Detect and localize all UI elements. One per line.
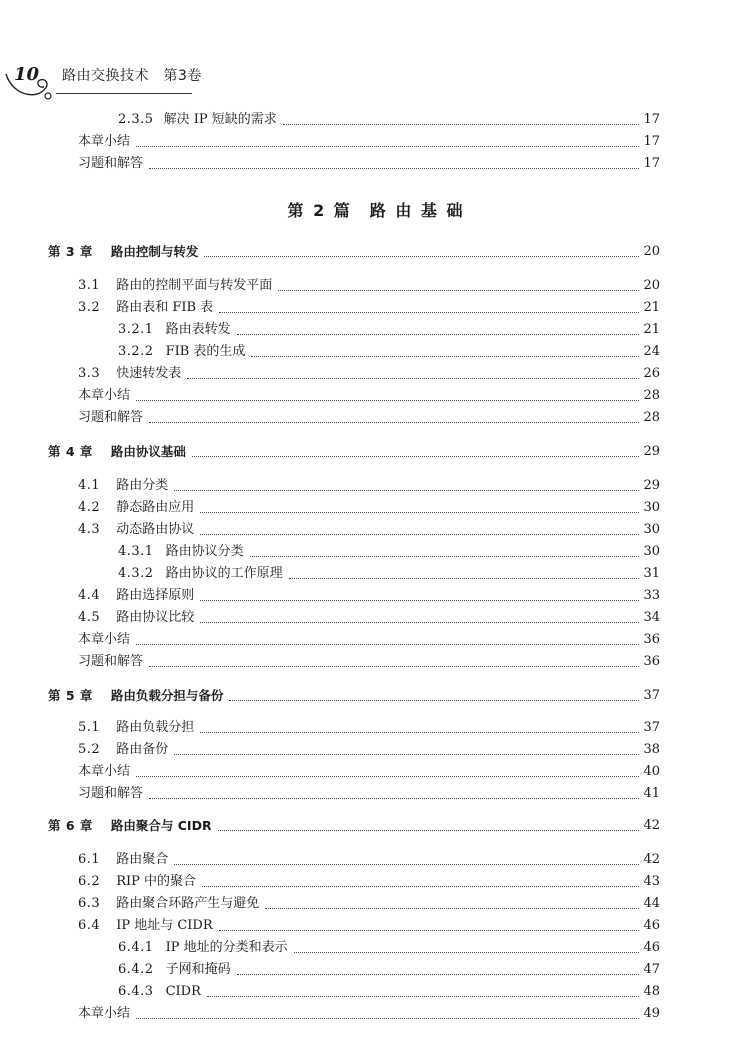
toc-entry-page: 31 — [643, 566, 660, 581]
toc-entry-number: 6.3 — [78, 896, 101, 911]
toc-entry[interactable] — [78, 276, 660, 296]
toc-entry-page: 17 — [643, 134, 660, 149]
leader-dots — [202, 885, 639, 887]
toc-entry-page: 49 — [643, 1006, 660, 1021]
toc-entry-page: 20 — [643, 244, 660, 259]
leader-dots — [219, 929, 640, 931]
toc-entry-title: 路由选择原则 — [116, 588, 195, 603]
toc-entry-number: 4.3 — [78, 522, 101, 537]
toc-entry[interactable] — [78, 916, 660, 936]
toc-entry-page: 29 — [643, 444, 660, 459]
toc-entry-title: 路由协议分类 — [165, 544, 244, 559]
toc-entry-number: 3.2.1 — [118, 322, 154, 337]
toc-entry[interactable] — [118, 320, 660, 340]
toc-entry-page: 33 — [643, 588, 660, 603]
toc-entry[interactable] — [78, 872, 660, 892]
toc-entry[interactable] — [118, 564, 660, 584]
toc-chapter[interactable] — [48, 816, 660, 836]
toc-chapter-number: 第 4 章 — [48, 444, 93, 459]
leader-dots — [174, 753, 639, 755]
toc-entry[interactable] — [78, 586, 660, 606]
leader-dots — [149, 665, 639, 667]
toc-entry-number: 3.2.2 — [118, 344, 154, 359]
toc-entry-number: 4.4 — [78, 588, 101, 603]
leader-dots — [207, 995, 640, 997]
toc-entry-page: 21 — [643, 322, 660, 337]
toc-entry-title: 路由聚合 — [116, 852, 169, 867]
toc-entry[interactable] — [78, 894, 660, 914]
toc-entry-title: 快速转发表 — [116, 366, 182, 381]
toc-chapter-number: 第 5 章 — [48, 688, 93, 703]
leader-dots — [200, 621, 639, 623]
toc-entry-title: RIP 中的聚合 — [116, 874, 196, 889]
toc-entry-number: 6.1 — [78, 852, 101, 867]
toc-entry-number: 4.3.1 — [118, 544, 154, 559]
toc-entry-page: 30 — [643, 522, 660, 537]
toc-entry-number: 3.1 — [78, 278, 101, 293]
toc-entry-page: 37 — [643, 688, 660, 703]
toc-entry-page: 36 — [643, 654, 660, 669]
leader-dots — [237, 973, 640, 975]
leader-dots — [251, 355, 639, 357]
toc-entry-page: 26 — [643, 366, 660, 381]
toc-entry-title: 路由表和 FIB 表 — [116, 300, 214, 315]
toc-entry-number: 3.3 — [78, 366, 101, 381]
toc-entry[interactable] — [78, 386, 660, 406]
toc-chapter-number: 第 6 章 — [48, 818, 93, 833]
toc-entry-number: 3.2 — [78, 300, 101, 315]
toc-chapter[interactable] — [48, 686, 660, 706]
toc-entry-page: 17 — [643, 112, 660, 127]
page-number: 10 — [14, 64, 40, 85]
leader-dots — [136, 643, 639, 645]
toc-entry-title: 习题和解答 — [78, 654, 144, 669]
part-title: 第 2 篇 路 由 基 础 — [287, 201, 465, 220]
leader-dots — [136, 399, 639, 401]
toc-chapter-title: 路由协议基础 — [110, 444, 186, 459]
toc-entry-page: 29 — [643, 478, 660, 493]
toc-entry[interactable] — [78, 652, 660, 672]
toc-entry-number: 4.3.2 — [118, 566, 154, 581]
toc-entry[interactable] — [78, 630, 660, 650]
toc-entry[interactable] — [118, 960, 660, 980]
toc-entry[interactable] — [78, 132, 660, 152]
toc-entry-number: 6.4.3 — [118, 984, 154, 999]
toc-entry-title: IP 地址与 CIDR — [116, 918, 213, 933]
toc-entry-page: 44 — [643, 896, 660, 911]
leader-dots — [192, 455, 640, 457]
book-title: 路由交换技术 第3卷 — [62, 68, 202, 84]
toc-entry-page: 40 — [643, 764, 660, 779]
toc-entry[interactable] — [118, 542, 660, 562]
toc-entry-page: 47 — [643, 962, 660, 977]
toc-entry-title: 本章小结 — [78, 388, 131, 403]
toc-chapter-title: 路由聚合与 CIDR — [110, 818, 212, 833]
toc-entry-title: 动态路由协议 — [116, 522, 195, 537]
toc-entry-page: 34 — [643, 610, 660, 625]
toc-entry-title: 路由协议比较 — [116, 610, 195, 625]
toc-entry-title: 路由备份 — [116, 742, 169, 757]
toc-chapter[interactable] — [48, 242, 660, 262]
toc-entry-page: 48 — [643, 984, 660, 999]
toc-entry-page: 46 — [643, 918, 660, 933]
page-header — [0, 50, 752, 110]
leader-dots — [294, 951, 640, 953]
toc-entry[interactable] — [78, 364, 660, 384]
toc-entry-title: 本章小结 — [78, 1006, 131, 1021]
toc-chapter[interactable] — [48, 442, 660, 462]
toc-entry-title: 路由表转发 — [165, 322, 231, 337]
toc-entry-number: 4.2 — [78, 500, 101, 515]
toc-entry-number: 6.4 — [78, 918, 101, 933]
toc-entry-title: 本章小结 — [78, 134, 131, 149]
toc-entry-page: 17 — [643, 156, 660, 171]
toc-entry[interactable] — [78, 298, 660, 318]
leader-dots — [149, 421, 639, 423]
toc-entry-number: 4.5 — [78, 610, 101, 625]
leader-dots — [219, 311, 639, 313]
header-rule — [56, 93, 192, 94]
toc-chapter-title: 路由控制与转发 — [110, 244, 199, 259]
toc-entry-page: 46 — [643, 940, 660, 955]
leader-dots — [200, 511, 639, 513]
leader-dots — [283, 123, 640, 125]
toc-entry-title: 静态路由应用 — [116, 500, 195, 515]
leader-dots — [278, 289, 639, 291]
leader-dots — [289, 577, 640, 579]
toc-entry-page: 24 — [643, 344, 660, 359]
toc-entry-page: 21 — [643, 300, 660, 315]
leader-dots — [250, 555, 640, 557]
toc-entry-title: 路由的控制平面与转发平面 — [116, 278, 273, 293]
leader-dots — [229, 699, 639, 701]
leader-dots — [174, 863, 639, 865]
leader-dots — [136, 775, 639, 777]
toc-entry-number: 5.2 — [78, 742, 101, 757]
toc-entry[interactable] — [78, 476, 660, 496]
toc-entry[interactable] — [78, 608, 660, 628]
toc-entry-page: 42 — [643, 818, 660, 833]
toc-entry[interactable] — [78, 408, 660, 428]
leader-dots — [218, 829, 640, 831]
leader-dots — [200, 599, 639, 601]
toc-entry-title: 子网和掩码 — [165, 962, 231, 977]
toc-entry-title: 习题和解答 — [78, 410, 144, 425]
toc-entry-title: 路由协议的工作原理 — [165, 566, 283, 581]
toc-entry-number: 6.4.1 — [118, 940, 154, 955]
toc-entry-title: 本章小结 — [78, 764, 131, 779]
toc-entry-title: 本章小结 — [78, 632, 131, 647]
toc-entry[interactable] — [78, 740, 660, 760]
leader-dots — [136, 1017, 639, 1019]
toc-entry-title: 解决 IP 短缺的需求 — [163, 112, 277, 127]
toc-entry-page: 41 — [643, 786, 660, 801]
toc-entry-title: IP 地址的分类和表示 — [165, 940, 288, 955]
toc-entry[interactable] — [78, 762, 660, 782]
toc-entry-title: 路由分类 — [116, 478, 169, 493]
toc-entry[interactable] — [78, 1004, 660, 1024]
toc-entry[interactable] — [78, 718, 660, 738]
leader-dots — [149, 797, 639, 799]
toc-entry[interactable] — [78, 154, 660, 174]
toc-entry[interactable] — [78, 784, 660, 804]
toc-entry[interactable] — [118, 110, 660, 130]
toc-entry[interactable] — [78, 850, 660, 870]
toc-entry-number: 6.2 — [78, 874, 101, 889]
toc-entry-page: 30 — [643, 544, 660, 559]
leader-dots — [204, 255, 639, 257]
toc-entry-page: 36 — [643, 632, 660, 647]
toc-entry-title: FIB 表的生成 — [165, 344, 246, 359]
toc-entry-number: 6.4.2 — [118, 962, 154, 977]
toc-entry[interactable] — [118, 938, 660, 958]
toc-entry-title: 习题和解答 — [78, 156, 144, 171]
toc-entry-page: 20 — [643, 278, 660, 293]
leader-dots — [174, 489, 639, 491]
toc-entry-number: 4.1 — [78, 478, 101, 493]
toc-entry-page: 28 — [643, 388, 660, 403]
toc-entry-page: 30 — [643, 500, 660, 515]
toc-entry-title: 路由负载分担 — [116, 720, 195, 735]
leader-dots — [200, 533, 639, 535]
toc-entry-number: 5.1 — [78, 720, 101, 735]
toc-entry-page: 37 — [643, 720, 660, 735]
toc-chapter-number: 第 3 章 — [48, 244, 93, 259]
leader-dots — [149, 167, 639, 169]
toc-entry-title: 路由聚合环路产生与避免 — [116, 896, 260, 911]
toc-entry[interactable] — [78, 520, 660, 540]
toc-entry-page: 38 — [643, 742, 660, 757]
leader-dots — [187, 377, 639, 379]
toc-entry[interactable] — [118, 982, 660, 1002]
leader-dots — [265, 907, 639, 909]
toc-entry-page: 42 — [643, 852, 660, 867]
toc-entry[interactable] — [118, 342, 660, 362]
leader-dots — [200, 731, 639, 733]
toc-entry-number: 2.3.5 — [118, 112, 154, 127]
toc-chapter-title: 路由负载分担与备份 — [110, 688, 224, 703]
toc-entry-title: CIDR — [165, 984, 201, 999]
toc-entry-page: 28 — [643, 410, 660, 425]
toc-entry-title: 习题和解答 — [78, 786, 144, 801]
leader-dots — [136, 145, 639, 147]
toc-entry-page: 43 — [643, 874, 660, 889]
leader-dots — [237, 333, 640, 335]
toc-entry[interactable] — [78, 498, 660, 518]
